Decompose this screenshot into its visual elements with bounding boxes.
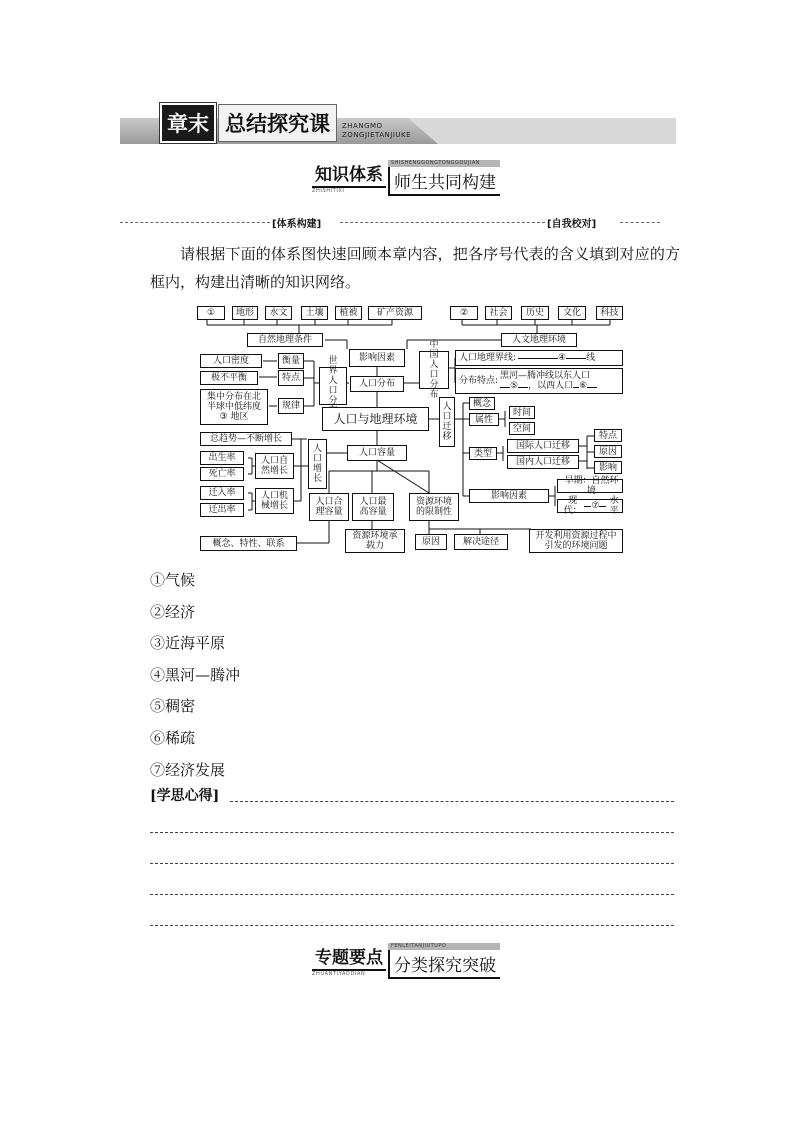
tab-system-build: [体系构建]: [270, 215, 323, 230]
box-feature-right: 特点: [594, 429, 622, 442]
box-pop-density: 人口密度: [200, 354, 262, 368]
modern-num: ⑦: [591, 501, 600, 511]
banner-pinyin-1: ZHANGMO: [342, 122, 383, 130]
box-human-environment: 人文地理环境: [501, 333, 577, 347]
box-terrain: 地形: [232, 306, 258, 320]
box-capacity: 人口容量: [347, 445, 407, 461]
answer-list: [150, 565, 240, 786]
section-stripe: FENLEITANJIUTUPO: [388, 943, 500, 950]
box-history: 历史: [521, 306, 549, 320]
section-header-topics: [312, 943, 500, 979]
box-pop-dist: 人口分布: [350, 376, 404, 392]
box-in-rate: 迁入率: [200, 486, 244, 500]
box-reasonable-capacity: 人口合理容量: [309, 493, 349, 521]
banner-title-dark: 章末: [160, 103, 216, 143]
note-line[interactable]: [150, 863, 674, 864]
section-pinyin: ZHUANTIYAODIAN: [312, 971, 366, 977]
box-attribute: 属性: [469, 413, 499, 426]
dist-num-6: ⑥: [579, 381, 588, 391]
banner-title-light: 总结探究课: [218, 104, 337, 142]
box-natural-conditions: 自然地理条件: [247, 333, 323, 347]
concentrate-line-2: 半球中低纬度: [206, 402, 261, 412]
box-mech-growth: 人口机械增长: [255, 488, 294, 514]
box-vegetation: 植被: [335, 306, 362, 320]
box-society: 社会: [485, 306, 512, 320]
box-solution: 解决途径: [454, 534, 508, 550]
modern-label: 现代：: [563, 496, 582, 516]
section-header-knowledge: [312, 160, 500, 196]
geo-line-label: 人口地理界线:: [459, 353, 517, 363]
box-hydrology: 水文: [265, 306, 292, 320]
box-cause: 原因: [594, 445, 622, 458]
box-max-capacity: 人口最高容量: [352, 493, 394, 521]
box-growth: 人口增长: [308, 439, 327, 489]
section-title: 知识体系: [312, 160, 386, 188]
answer-item: ②经济: [150, 602, 196, 621]
box-resource-limit: 资源环境的限制性: [409, 493, 459, 521]
note-line[interactable]: [150, 925, 674, 926]
section-title: 专题要点: [312, 943, 386, 971]
box-migration: 人口迁移: [439, 397, 455, 447]
geo-line-suffix: 线: [586, 353, 596, 363]
section-subtitle: 师生共同构建: [388, 167, 500, 196]
box-feature: 特点: [278, 370, 304, 386]
box-time: 时间: [509, 406, 535, 419]
concentrate-line-3: ③ 地区: [219, 412, 249, 422]
section-stripe: SHISHENGGONGTONGGOUJIAN: [388, 160, 500, 167]
dist-num-5: ⑤: [510, 381, 519, 391]
notes-label: [学思心得]: [150, 788, 220, 804]
box-china-dist: 中国人口分布: [419, 351, 449, 389]
tab-self-check: [自我校对]: [545, 215, 598, 230]
box-dist-features: [455, 368, 623, 394]
box-carrying-capacity: 资源环境承载力: [345, 529, 405, 553]
answer-item: ⑤稠密: [150, 697, 196, 716]
note-line[interactable]: [150, 894, 674, 895]
box-out-rate: 迁出率: [200, 503, 244, 517]
box-minerals: 矿产资源: [368, 306, 422, 320]
concentrate-line-1: 集中分布在北: [206, 392, 261, 402]
modern-suffix: 水平: [609, 496, 619, 516]
box-concept: 概念: [469, 397, 495, 410]
box-measure: 衡量: [278, 353, 304, 369]
note-line[interactable]: [150, 832, 674, 833]
box-environmental-issue: 开发利用资源过程中引发的环境问题: [529, 529, 623, 553]
box-culture: 文化: [558, 306, 586, 320]
box-modern: [557, 496, 623, 516]
answer-item: ①气候: [150, 571, 196, 589]
chapter-banner: [160, 104, 337, 142]
box-effect: 影响: [594, 461, 622, 474]
section-pinyin: ZHISHITIXI: [312, 188, 345, 194]
box-reason: 原因: [415, 534, 447, 550]
dist-mid: ，以西人口: [528, 381, 574, 391]
answer-item: ③近海平原: [150, 634, 226, 653]
box-influence-factors: 影响因素: [349, 349, 405, 367]
box-soil: 土壤: [301, 306, 328, 320]
box-birth-rate: 出生率: [200, 451, 244, 465]
banner-pinyin: [342, 122, 411, 140]
tab-divider: [120, 215, 660, 229]
dist-line-1: 黑河—腾冲线以东人口: [500, 371, 591, 381]
box-trend: 总趋势—不断增长: [200, 432, 292, 446]
box-center-topic: 人口与地理环境: [322, 407, 429, 431]
knowledge-diagram: [197, 303, 625, 553]
box-concept-features: 概念、特性、联系: [200, 536, 297, 551]
box-intl-migration: 国际人口迁移: [507, 439, 579, 453]
answer-item: ④黑河—腾冲: [150, 665, 241, 684]
box-death-rate: 死亡率: [200, 467, 244, 481]
note-line[interactable]: [230, 801, 674, 802]
box-uneven: 极不平衡: [200, 371, 258, 385]
box-blank-1: ①: [197, 306, 225, 320]
intro-paragraph: 请根据下面的体系图快速回顾本章内容，把各序号代表的含义填到对应的方框内，构建出清晰的知识网络。: [150, 245, 680, 291]
section-subtitle: 分类探究突破: [388, 950, 500, 979]
geo-line-num: ④: [558, 353, 567, 363]
box-blank-2: ②: [450, 306, 478, 320]
answer-item: ⑦经济发展: [150, 760, 226, 779]
dist-label: 分布特点:: [459, 376, 499, 386]
box-domestic-migration: 国内人口迁移: [507, 455, 579, 469]
box-geo-line: [455, 350, 623, 366]
box-law: 规律: [278, 398, 304, 414]
box-space: 空间: [509, 422, 535, 435]
banner-pinyin-2: ZONGJIETANJIUKE: [342, 131, 412, 139]
answer-item: ⑥稀疏: [150, 728, 196, 747]
box-world-dist: 世界人口分: [319, 367, 347, 405]
box-type: 类型: [469, 447, 497, 460]
box-natural-growth: 人口自然增长: [255, 453, 294, 479]
box-technology: 科技: [596, 306, 623, 320]
box-migration-factors: 影响因素: [469, 489, 549, 503]
banner-tail: [408, 118, 676, 144]
box-concentrate: [200, 389, 268, 425]
box-early: 早期：自然环境: [557, 479, 623, 493]
